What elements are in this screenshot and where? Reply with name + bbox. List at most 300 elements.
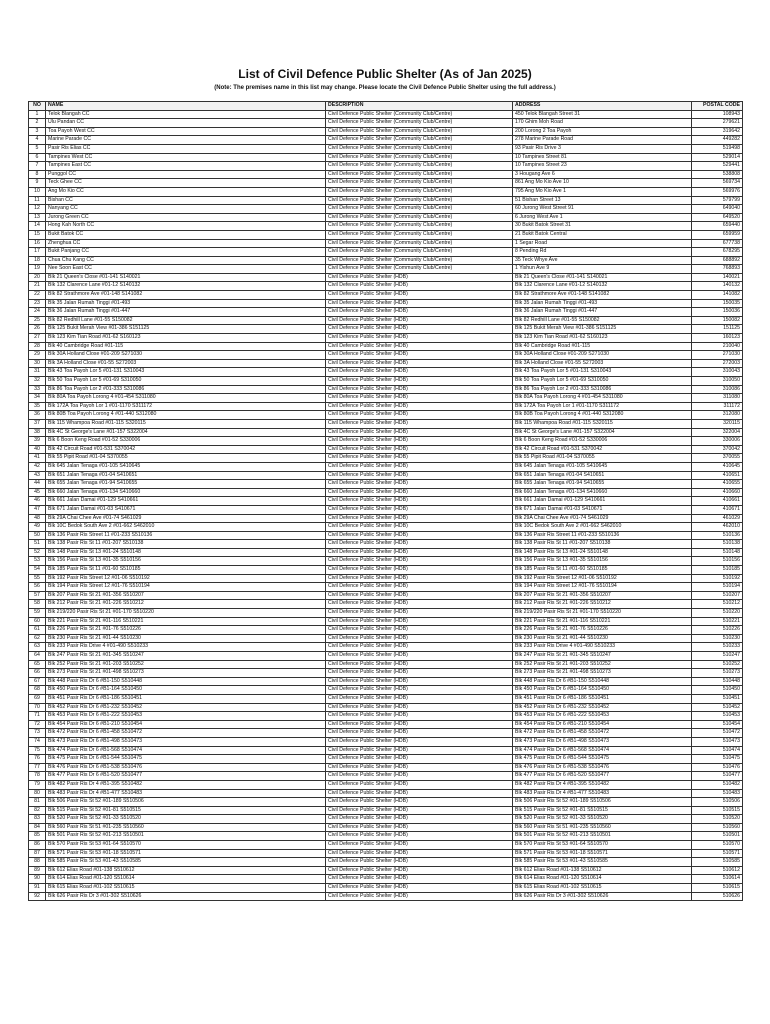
cell-address: Blk 612 Elias Road #01-138 S510612 bbox=[513, 866, 692, 875]
cell-postal-code: 410671 bbox=[692, 505, 743, 514]
cell-no: 50 bbox=[29, 531, 46, 540]
cell-postal-code: 140132 bbox=[692, 282, 743, 291]
cell-postal-code: 310086 bbox=[692, 385, 743, 394]
table-row bbox=[29, 334, 743, 343]
cell-name: Blk 483 Pasir Ris Dr 4 #B1-477 S510483 bbox=[46, 789, 326, 798]
cell-name: Ang Mo Kio CC bbox=[46, 187, 326, 196]
cell-description: Civil Defence Public Shelter (Community Club/Centre) bbox=[326, 119, 513, 128]
cell-no: 90 bbox=[29, 875, 46, 884]
cell-postal-code: 510453 bbox=[692, 712, 743, 721]
cell-postal-code: 510451 bbox=[692, 694, 743, 703]
table-row bbox=[29, 523, 743, 532]
table-row bbox=[29, 694, 743, 703]
cell-name: Blk 451 Pasir Ris Dr 6 #B1-186 S510451 bbox=[46, 694, 326, 703]
cell-description: Civil Defence Public Shelter (HDB) bbox=[326, 583, 513, 592]
table-row bbox=[29, 875, 743, 884]
cell-postal-code: 510448 bbox=[692, 677, 743, 686]
cell-address: Blk 473 Pasir Ris Dr 6 #B1-498 S510473 bbox=[513, 737, 692, 746]
cell-postal-code: 510501 bbox=[692, 832, 743, 841]
table-body bbox=[29, 110, 743, 901]
table-row bbox=[29, 179, 743, 188]
cell-postal-code: 410655 bbox=[692, 480, 743, 489]
cell-postal-code: 510482 bbox=[692, 780, 743, 789]
cell-description: Civil Defence Public Shelter (HDB) bbox=[326, 875, 513, 884]
cell-address: 93 Pasir Ris Drive 3 bbox=[513, 144, 692, 153]
cell-description: Civil Defence Public Shelter (HDB) bbox=[326, 798, 513, 807]
cell-address: Blk 132 Clarence Lane #01-12 S140132 bbox=[513, 282, 692, 291]
cell-name: Blk 612 Elias Road #01-138 S510612 bbox=[46, 866, 326, 875]
cell-name: Bukit Panjang CC bbox=[46, 248, 326, 257]
cell-description: Civil Defence Public Shelter (HDB) bbox=[326, 540, 513, 549]
cell-postal-code: 510156 bbox=[692, 557, 743, 566]
cell-no: 42 bbox=[29, 462, 46, 471]
cell-address: Blk 82 Redhill Lane #01-55 S150082 bbox=[513, 316, 692, 325]
cell-name: Blk 506 Pasir Ris St 52 #01-189 S510506 bbox=[46, 798, 326, 807]
cell-description: Civil Defence Public Shelter (HDB) bbox=[326, 342, 513, 351]
cell-name: Blk 520 Pasir Ris St 52 #01-33 S510520 bbox=[46, 815, 326, 824]
cell-name: Blk 172A Toa Payoh Lor 1 #01-1170 S311172 bbox=[46, 402, 326, 411]
cell-address: Blk 454 Pasir Ris Dr 6 #B1-210 S510454 bbox=[513, 720, 692, 729]
cell-no: 74 bbox=[29, 737, 46, 746]
cell-name: Blk 661 Jalan Damai #01-129 S410661 bbox=[46, 497, 326, 506]
cell-postal-code: 510450 bbox=[692, 686, 743, 695]
cell-postal-code: 510220 bbox=[692, 609, 743, 618]
cell-no: 45 bbox=[29, 488, 46, 497]
cell-postal-code: 677738 bbox=[692, 239, 743, 248]
cell-no: 23 bbox=[29, 299, 46, 308]
cell-postal-code: 659959 bbox=[692, 230, 743, 239]
cell-no: 41 bbox=[29, 454, 46, 463]
cell-no: 34 bbox=[29, 394, 46, 403]
cell-name: Telok Blangah CC bbox=[46, 110, 326, 119]
table-row bbox=[29, 127, 743, 136]
cell-postal-code: 510626 bbox=[692, 892, 743, 901]
cell-postal-code: 410660 bbox=[692, 488, 743, 497]
table-row bbox=[29, 325, 743, 334]
cell-address: Blk 212 Pasir Ris St 21 #01-226 S510212 bbox=[513, 600, 692, 609]
table-row bbox=[29, 884, 743, 893]
cell-address: Blk 4C St George's Lane #01-157 S322004 bbox=[513, 428, 692, 437]
cell-postal-code: 510148 bbox=[692, 548, 743, 557]
cell-no: 56 bbox=[29, 583, 46, 592]
table-row bbox=[29, 377, 743, 386]
cell-postal-code: 768893 bbox=[692, 265, 743, 274]
cell-name: Blk 651 Jalan Tenaga #01-04 S410651 bbox=[46, 471, 326, 480]
table-row bbox=[29, 480, 743, 489]
table-row bbox=[29, 729, 743, 738]
cell-no: 43 bbox=[29, 471, 46, 480]
cell-description: Civil Defence Public Shelter (HDB) bbox=[326, 334, 513, 343]
cell-postal-code: 311080 bbox=[692, 394, 743, 403]
cell-name: Blk 194 Pasir Ris Street 12 #01-76 S510194 bbox=[46, 583, 326, 592]
cell-address: Blk 194 Pasir Ris Street 12 #01-76 S510194 bbox=[513, 583, 692, 592]
cell-name: Pasir Ris Elias CC bbox=[46, 144, 326, 153]
cell-postal-code: 279621 bbox=[692, 119, 743, 128]
table-row bbox=[29, 763, 743, 772]
cell-no: 86 bbox=[29, 841, 46, 850]
cell-address: Blk 30A Holland Close #01-209 S271030 bbox=[513, 351, 692, 360]
table-row bbox=[29, 488, 743, 497]
cell-postal-code: 510560 bbox=[692, 823, 743, 832]
cell-postal-code: 150082 bbox=[692, 316, 743, 325]
cell-postal-code: 649520 bbox=[692, 213, 743, 222]
cell-name: Blk 50 Toa Payoh Lor 5 #01-69 S310050 bbox=[46, 377, 326, 386]
cell-description: Civil Defence Public Shelter (HDB) bbox=[326, 866, 513, 875]
cell-description: Civil Defence Public Shelter (HDB) bbox=[326, 419, 513, 428]
cell-name: Blk 148 Pasir Ris St 13 #01-24 S510148 bbox=[46, 548, 326, 557]
cell-name: Blk 615 Elias Road #01-102 S510615 bbox=[46, 884, 326, 893]
cell-no: 12 bbox=[29, 205, 46, 214]
cell-description: Civil Defence Public Shelter (Community Club/Centre) bbox=[326, 230, 513, 239]
cell-no: 3 bbox=[29, 127, 46, 136]
cell-no: 19 bbox=[29, 265, 46, 274]
cell-postal-code: 150036 bbox=[692, 308, 743, 317]
cell-description: Civil Defence Public Shelter (Community Club/Centre) bbox=[326, 153, 513, 162]
cell-postal-code: 151125 bbox=[692, 325, 743, 334]
cell-name: Blk 482 Pasir Ris Dr 4 #B1-395 S510482 bbox=[46, 780, 326, 789]
cell-no: 38 bbox=[29, 428, 46, 437]
cell-description: Civil Defence Public Shelter (Community Club/Centre) bbox=[326, 170, 513, 179]
cell-no: 33 bbox=[29, 385, 46, 394]
table-row bbox=[29, 170, 743, 179]
cell-name: Blk 207 Pasir Ris St 21 #01-356 S510207 bbox=[46, 591, 326, 600]
cell-description: Civil Defence Public Shelter (Community Club/Centre) bbox=[326, 127, 513, 136]
cell-address: Blk 660 Jalan Tenaga #01-134 S410660 bbox=[513, 488, 692, 497]
table-row bbox=[29, 497, 743, 506]
cell-no: 55 bbox=[29, 574, 46, 583]
cell-no: 32 bbox=[29, 377, 46, 386]
table-row bbox=[29, 772, 743, 781]
table-row bbox=[29, 832, 743, 841]
cell-postal-code: 150035 bbox=[692, 299, 743, 308]
cell-address: Blk 226 Pasir Ris St 21 #01-76 S510226 bbox=[513, 626, 692, 635]
cell-address: Blk 615 Elias Road #01-102 S510615 bbox=[513, 884, 692, 893]
cell-postal-code: 579799 bbox=[692, 196, 743, 205]
cell-name: Blk 475 Pasir Ris Dr 6 #B1-544 S510475 bbox=[46, 755, 326, 764]
table-row bbox=[29, 428, 743, 437]
cell-name: Blk 123 Kim Tian Road #01-62 S160123 bbox=[46, 334, 326, 343]
cell-address: Blk 230 Pasir Ris St 21 #01-44 S510230 bbox=[513, 634, 692, 643]
cell-description: Civil Defence Public Shelter (HDB) bbox=[326, 523, 513, 532]
cell-no: 63 bbox=[29, 643, 46, 652]
cell-postal-code: 462010 bbox=[692, 523, 743, 532]
table-row bbox=[29, 755, 743, 764]
cell-name: Blk 453 Pasir Ris Dr 6 #B1-222 S510453 bbox=[46, 712, 326, 721]
cell-address: Blk 80B Toa Payoh Lorong 4 #01-440 S312080 bbox=[513, 411, 692, 420]
cell-no: 76 bbox=[29, 755, 46, 764]
cell-postal-code: 529014 bbox=[692, 153, 743, 162]
cell-address: Blk 136 Pasir Ris Street 11 #01-233 S510136 bbox=[513, 531, 692, 540]
table-row bbox=[29, 609, 743, 618]
cell-address: Blk 247 Pasir Ris St 21 #01-345 S510247 bbox=[513, 652, 692, 661]
cell-no: 14 bbox=[29, 222, 46, 231]
cell-postal-code: 510477 bbox=[692, 772, 743, 781]
cell-name: Blk 448 Pasir Ris Dr 6 #B1-150 S510448 bbox=[46, 677, 326, 686]
table-row bbox=[29, 119, 743, 128]
cell-postal-code: 510476 bbox=[692, 763, 743, 772]
cell-description: Civil Defence Public Shelter (HDB) bbox=[326, 720, 513, 729]
cell-name: Marine Parade CC bbox=[46, 136, 326, 145]
cell-name: Blk 35 Jalan Rumah Tinggi #01-493 bbox=[46, 299, 326, 308]
table-row bbox=[29, 342, 743, 351]
cell-postal-code: 319642 bbox=[692, 127, 743, 136]
cell-no: 78 bbox=[29, 772, 46, 781]
table-row bbox=[29, 600, 743, 609]
cell-description: Civil Defence Public Shelter (HDB) bbox=[326, 359, 513, 368]
cell-name: Blk 585 Pasir Ris St 53 #01-43 S510585 bbox=[46, 858, 326, 867]
cell-postal-code: 271030 bbox=[692, 351, 743, 360]
cell-address: Blk 655 Jalan Tenaga #01-94 S410655 bbox=[513, 480, 692, 489]
table-row bbox=[29, 514, 743, 523]
table-row bbox=[29, 583, 743, 592]
cell-description: Civil Defence Public Shelter (HDB) bbox=[326, 445, 513, 454]
table-row bbox=[29, 316, 743, 325]
cell-name: Blk 80B Toa Payoh Lorong 4 #01-440 S312080 bbox=[46, 411, 326, 420]
page-note: (Note: The premises name in this list may change. Please locate the Civil Defence Public Shelter using the full address.) bbox=[214, 85, 556, 91]
cell-description: Civil Defence Public Shelter (HDB) bbox=[326, 316, 513, 325]
cell-description: Civil Defence Public Shelter (HDB) bbox=[326, 763, 513, 772]
cell-address: Blk 252 Pasir Ris St 21 #01-203 S510252 bbox=[513, 660, 692, 669]
cell-postal-code: 510615 bbox=[692, 884, 743, 893]
cell-description: Civil Defence Public Shelter (HDB) bbox=[326, 643, 513, 652]
cell-description: Civil Defence Public Shelter (HDB) bbox=[326, 454, 513, 463]
table-row bbox=[29, 712, 743, 721]
cell-no: 28 bbox=[29, 342, 46, 351]
cell-name: Blk 515 Pasir Ris St 52 #01-81 S510515 bbox=[46, 806, 326, 815]
cell-no: 69 bbox=[29, 694, 46, 703]
cell-description: Civil Defence Public Shelter (Community Club/Centre) bbox=[326, 136, 513, 145]
document-page bbox=[28, 66, 742, 901]
cell-address: Blk 156 Pasir Ris St 13 #01-35 S510156 bbox=[513, 557, 692, 566]
cell-no: 61 bbox=[29, 626, 46, 635]
cell-address: Blk 219/220 Pasir Ris St 21 #01-170 S510220 bbox=[513, 609, 692, 618]
cell-no: 44 bbox=[29, 480, 46, 489]
cell-name: Blk 82 Redhill Lane #01-55 S150082 bbox=[46, 316, 326, 325]
cell-no: 11 bbox=[29, 196, 46, 205]
cell-address: 60 Jurong West Street 91 bbox=[513, 205, 692, 214]
cell-description: Civil Defence Public Shelter (HDB) bbox=[326, 351, 513, 360]
cell-name: Blk 55 Pipit Road #01-04 S370055 bbox=[46, 454, 326, 463]
cell-address: Blk 477 Pasir Ris Dr 6 #B1-520 S510477 bbox=[513, 772, 692, 781]
cell-name: Blk 30A Holland Close #01-209 S271030 bbox=[46, 351, 326, 360]
cell-postal-code: 538808 bbox=[692, 170, 743, 179]
cell-description: Civil Defence Public Shelter (Community Club/Centre) bbox=[326, 187, 513, 196]
cell-address: Blk 515 Pasir Ris St 52 #01-81 S510515 bbox=[513, 806, 692, 815]
table-row bbox=[29, 153, 743, 162]
table-row bbox=[29, 411, 743, 420]
cell-no: 62 bbox=[29, 634, 46, 643]
cell-postal-code: 688892 bbox=[692, 256, 743, 265]
cell-name: Blk 36 Jalan Rumah Tinggi #01-447 bbox=[46, 308, 326, 317]
table-row bbox=[29, 669, 743, 678]
cell-address: Blk 453 Pasir Ris Dr 6 #B1-222 S510453 bbox=[513, 712, 692, 721]
cell-name: Blk 473 Pasir Ris Dr 6 #B1-498 S510473 bbox=[46, 737, 326, 746]
cell-description: Civil Defence Public Shelter (HDB) bbox=[326, 548, 513, 557]
cell-address: 1 Yishun Ave 9 bbox=[513, 265, 692, 274]
cell-no: 87 bbox=[29, 849, 46, 858]
cell-address: Blk 501 Pasir Ris St 52 #01-213 S510501 bbox=[513, 832, 692, 841]
cell-no: 22 bbox=[29, 291, 46, 300]
cell-description: Civil Defence Public Shelter (HDB) bbox=[326, 368, 513, 377]
cell-name: Blk 472 Pasir Ris Dr 6 #B1-458 S510472 bbox=[46, 729, 326, 738]
cell-description: Civil Defence Public Shelter (HDB) bbox=[326, 514, 513, 523]
cell-no: 31 bbox=[29, 368, 46, 377]
cell-name: Blk 10C Bedok South Ave 2 #01-662 S462010 bbox=[46, 523, 326, 532]
cell-no: 81 bbox=[29, 798, 46, 807]
table-row bbox=[29, 505, 743, 514]
cell-address: Blk 115 Whampoa Road #01-115 S320115 bbox=[513, 419, 692, 428]
cell-address: Blk 570 Pasir Ris St 53 #01-64 S510570 bbox=[513, 841, 692, 850]
cell-description: Civil Defence Public Shelter (HDB) bbox=[326, 609, 513, 618]
cell-no: 47 bbox=[29, 505, 46, 514]
cell-postal-code: 510472 bbox=[692, 729, 743, 738]
cell-name: Blk 29A Chai Chee Ave #01-74 S461029 bbox=[46, 514, 326, 523]
cell-name: Nanyang CC bbox=[46, 205, 326, 214]
cell-description: Civil Defence Public Shelter (Community Club/Centre) bbox=[326, 144, 513, 153]
cell-description: Civil Defence Public Shelter (HDB) bbox=[326, 669, 513, 678]
cell-no: 5 bbox=[29, 144, 46, 153]
cell-description: Civil Defence Public Shelter (HDB) bbox=[326, 488, 513, 497]
cell-description: Civil Defence Public Shelter (Community Club/Centre) bbox=[326, 196, 513, 205]
cell-name: Bishan CC bbox=[46, 196, 326, 205]
cell-address: Blk 55 Pipit Road #01-04 S370055 bbox=[513, 454, 692, 463]
cell-description: Civil Defence Public Shelter (HDB) bbox=[326, 566, 513, 575]
cell-description: Civil Defence Public Shelter (HDB) bbox=[326, 806, 513, 815]
cell-description: Civil Defence Public Shelter (Community Club/Centre) bbox=[326, 205, 513, 214]
cell-no: 36 bbox=[29, 411, 46, 420]
table-row bbox=[29, 308, 743, 317]
cell-address: Blk 21 Queen's Close #01-141 S140021 bbox=[513, 273, 692, 282]
table-row bbox=[29, 806, 743, 815]
cell-postal-code: 510138 bbox=[692, 540, 743, 549]
cell-address: Blk 10C Bedok South Ave 2 #01-662 S462010 bbox=[513, 523, 692, 532]
cell-address: 3 Hougang Ave 6 bbox=[513, 170, 692, 179]
cell-no: 26 bbox=[29, 325, 46, 334]
cell-address: Blk 50 Toa Payoh Lor 5 #01-69 S310050 bbox=[513, 377, 692, 386]
cell-address: 35 Teck Whye Ave bbox=[513, 256, 692, 265]
cell-postal-code: 510247 bbox=[692, 652, 743, 661]
cell-description: Civil Defence Public Shelter (HDB) bbox=[326, 626, 513, 635]
cell-no: 65 bbox=[29, 660, 46, 669]
cell-address: Blk 36 Jalan Rumah Tinggi #01-447 bbox=[513, 308, 692, 317]
cell-name: Blk 43 Toa Payoh Lor 5 #01-131 S310043 bbox=[46, 368, 326, 377]
cell-name: Blk 125 Bukit Merah View #01-386 S151125 bbox=[46, 325, 326, 334]
table-row bbox=[29, 798, 743, 807]
table-row bbox=[29, 720, 743, 729]
cell-address: Blk 661 Jalan Damai #01-129 S410661 bbox=[513, 497, 692, 506]
cell-name: Blk 560 Pasir Ris St 51 #01-235 S510560 bbox=[46, 823, 326, 832]
cell-postal-code: 160123 bbox=[692, 334, 743, 343]
cell-name: Blk 273 Pasir Ris St 21 #01-498 S510273 bbox=[46, 669, 326, 678]
cell-postal-code: 108943 bbox=[692, 110, 743, 119]
cell-no: 39 bbox=[29, 437, 46, 446]
cell-name: Blk 40 Cambridge Road #01-115 bbox=[46, 342, 326, 351]
cell-no: 30 bbox=[29, 359, 46, 368]
table-row bbox=[29, 419, 743, 428]
cell-name: Jurong Green CC bbox=[46, 213, 326, 222]
cell-postal-code: 510136 bbox=[692, 531, 743, 540]
cell-postal-code: 649040 bbox=[692, 205, 743, 214]
cell-address: Blk 207 Pasir Ris St 21 #01-356 S510207 bbox=[513, 591, 692, 600]
cell-no: 25 bbox=[29, 316, 46, 325]
cell-description: Civil Defence Public Shelter (HDB) bbox=[326, 841, 513, 850]
cell-name: Chua Chu Kang CC bbox=[46, 256, 326, 265]
cell-address: 6 Jurong West Ave 1 bbox=[513, 213, 692, 222]
cell-postal-code: 510207 bbox=[692, 591, 743, 600]
cell-no: 29 bbox=[29, 351, 46, 360]
table-row bbox=[29, 205, 743, 214]
cell-no: 77 bbox=[29, 763, 46, 772]
cell-address: Blk 86 Toa Payoh Lor 2 #01-333 S310086 bbox=[513, 385, 692, 394]
cell-description: Civil Defence Public Shelter (HDB) bbox=[326, 729, 513, 738]
cell-name: Blk 21 Queen's Close #01-141 S140021 bbox=[46, 273, 326, 282]
cell-postal-code: 320115 bbox=[692, 419, 743, 428]
cell-name: Blk 226 Pasir Ris St 21 #01-76 S510226 bbox=[46, 626, 326, 635]
cell-postal-code: 510192 bbox=[692, 574, 743, 583]
cell-name: Tampines East CC bbox=[46, 162, 326, 171]
cell-name: Blk 626 Pasir Ris Dr 3 #01-302 S510626 bbox=[46, 892, 326, 901]
cell-name: Blk 452 Pasir Ris Dr 6 #B1-232 S510452 bbox=[46, 703, 326, 712]
cell-name: Blk 138 Pasir Ris St 11 #01-207 S510138 bbox=[46, 540, 326, 549]
table-row bbox=[29, 566, 743, 575]
cell-name: Blk 136 Pasir Ris Street 11 #01-233 S510136 bbox=[46, 531, 326, 540]
cell-address: Blk 123 Kim Tian Road #01-62 S160123 bbox=[513, 334, 692, 343]
cell-description: Civil Defence Public Shelter (Community Club/Centre) bbox=[326, 248, 513, 257]
table-row bbox=[29, 866, 743, 875]
table-row bbox=[29, 445, 743, 454]
table-row bbox=[29, 815, 743, 824]
cell-no: 52 bbox=[29, 548, 46, 557]
cell-address: Blk 125 Bukit Merah View #01-386 S151125 bbox=[513, 325, 692, 334]
table-row bbox=[29, 256, 743, 265]
cell-no: 21 bbox=[29, 282, 46, 291]
cell-postal-code: 449282 bbox=[692, 136, 743, 145]
cell-description: Civil Defence Public Shelter (HDB) bbox=[326, 402, 513, 411]
table-row bbox=[29, 299, 743, 308]
cell-name: Blk 247 Pasir Ris St 21 #01-345 S510247 bbox=[46, 652, 326, 661]
header-description: DESCRIPTION bbox=[326, 102, 513, 111]
cell-description: Civil Defence Public Shelter (HDB) bbox=[326, 299, 513, 308]
cell-description: Civil Defence Public Shelter (Community Club/Centre) bbox=[326, 162, 513, 171]
cell-postal-code: 510571 bbox=[692, 849, 743, 858]
cell-name: Hong Kah North CC bbox=[46, 222, 326, 231]
cell-no: 46 bbox=[29, 497, 46, 506]
table-row bbox=[29, 858, 743, 867]
cell-postal-code: 510226 bbox=[692, 626, 743, 635]
cell-description: Civil Defence Public Shelter (HDB) bbox=[326, 273, 513, 282]
cell-no: 67 bbox=[29, 677, 46, 686]
cell-name: Blk 82 Strathmore Ave #01-148 S141082 bbox=[46, 291, 326, 300]
cell-address: Blk 626 Pasir Ris Dr 3 #01-302 S510626 bbox=[513, 892, 692, 901]
table-row bbox=[29, 643, 743, 652]
cell-postal-code: 310043 bbox=[692, 368, 743, 377]
cell-description: Civil Defence Public Shelter (HDB) bbox=[326, 411, 513, 420]
table-row bbox=[29, 144, 743, 153]
table-row bbox=[29, 617, 743, 626]
cell-address: Blk 483 Pasir Ris Dr 4 #B1-477 S510483 bbox=[513, 789, 692, 798]
cell-name: Blk 3A Holland Close #01-55 S272003 bbox=[46, 359, 326, 368]
cell-name: Zhenghua CC bbox=[46, 239, 326, 248]
cell-no: 68 bbox=[29, 686, 46, 695]
cell-description: Civil Defence Public Shelter (HDB) bbox=[326, 789, 513, 798]
cell-address: Blk 221 Pasir Ris St 21 #01-116 S510221 bbox=[513, 617, 692, 626]
cell-description: Civil Defence Public Shelter (HDB) bbox=[326, 591, 513, 600]
cell-no: 27 bbox=[29, 334, 46, 343]
table-row bbox=[29, 548, 743, 557]
cell-address: Blk 29A Chai Chee Ave #01-74 S461029 bbox=[513, 514, 692, 523]
cell-postal-code: 310050 bbox=[692, 377, 743, 386]
table-row bbox=[29, 368, 743, 377]
